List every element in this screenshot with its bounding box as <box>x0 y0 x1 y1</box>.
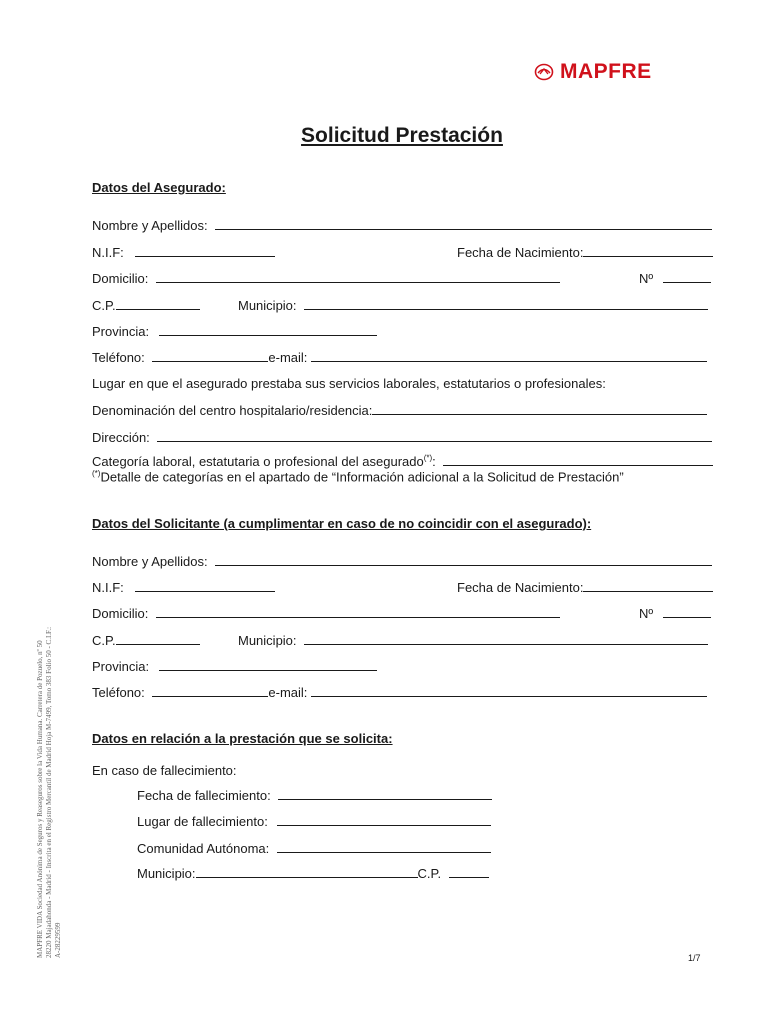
side-legal-text <box>36 627 63 958</box>
solicitante-nombre-field[interactable] <box>215 553 712 566</box>
page-number: 1/7 <box>688 953 701 963</box>
email-label: e-mail: <box>268 350 308 365</box>
numero-label: Nº <box>639 271 654 286</box>
section-heading-solicitante: Datos del Solicitante (a cumplimentar en caso de no coincidir con el asegurado): <box>92 516 592 531</box>
solicitante-provincia-field[interactable] <box>159 658 377 671</box>
solicitante-municipio-row <box>238 632 708 648</box>
comunidad-autonoma-field[interactable] <box>277 840 491 853</box>
comunidad-autonoma-row <box>137 840 491 856</box>
note-asterisk: (*) <box>92 469 101 478</box>
nombre-label: Nombre y Apellidos: <box>92 554 208 569</box>
asegurado-nombre-row <box>92 217 712 233</box>
lugar-fallecimiento-row <box>137 813 491 829</box>
provincia-label: Provincia: <box>92 324 150 339</box>
email-label: e-mail: <box>268 685 308 700</box>
municipio-field[interactable] <box>304 297 708 310</box>
asegurado-categoria-row <box>92 453 713 469</box>
direccion-field[interactable] <box>157 429 712 442</box>
municipio-label: Municipio: <box>238 633 297 648</box>
comunidad-autonoma-label: Comunidad Autónoma: <box>137 841 270 856</box>
asegurado-municipio-row <box>238 297 708 313</box>
categoria-colon: : <box>432 454 436 469</box>
provincia-label: Provincia: <box>92 659 150 674</box>
solicitante-numero-row <box>639 605 711 621</box>
side-legal-line-3: A-28229599 <box>54 922 62 958</box>
asegurado-domicilio-row <box>92 270 560 286</box>
direccion-label: Dirección: <box>92 430 150 445</box>
mapfre-emblem-icon <box>534 63 554 81</box>
domicilio-field[interactable] <box>156 270 560 283</box>
asegurado-provincia-row <box>92 323 377 339</box>
solicitante-nombre-row <box>92 553 712 569</box>
numero-label: Nº <box>639 606 654 621</box>
fecha-fallecimiento-field[interactable] <box>278 787 492 800</box>
cp-field[interactable] <box>116 297 200 310</box>
asterisk-note-marker: (*) <box>423 453 433 463</box>
side-legal-line-2: 28220 Majadahonda - Madrid - Inscrita en el Registro Mercantil de Madrid Hoja M-7499, Tomo 383 Folio 50 - C.I.F.: <box>45 626 53 958</box>
lugar-fallecimiento-label: Lugar de fallecimiento: <box>137 814 268 829</box>
domicilio-label: Domicilio: <box>92 606 149 621</box>
fecha-fallecimiento-row <box>137 787 492 803</box>
categoria-note <box>92 469 624 484</box>
nif-label: N.I.F: <box>92 245 124 260</box>
numero-field[interactable] <box>663 270 711 283</box>
solicitante-fecha-nac-row <box>457 579 713 595</box>
side-legal-line-1: MAPFRE VIDA Sociedad Anónima de Seguros y Reaseguros sobre la Vida Humana. Carretera de Pozuelo, nº 50 <box>36 640 44 958</box>
asegurado-fecha-nac-row <box>457 244 713 260</box>
denominacion-field[interactable] <box>372 402 707 415</box>
nombre-label: Nombre y Apellidos: <box>92 218 208 233</box>
telefono-field[interactable] <box>152 349 268 362</box>
cp-label: C.P. <box>92 633 116 648</box>
solicitante-fecha-nacimiento-field[interactable] <box>583 579 713 592</box>
mapfre-logo <box>534 60 652 84</box>
solicitante-numero-field[interactable] <box>663 605 711 618</box>
lugar-servicios-text: Lugar en que el asegurado prestaba sus servicios laborales, estatutarios o profesionales: <box>92 376 606 391</box>
section-heading-prestacion: Datos en relación a la prestación que se solicita: <box>92 731 393 746</box>
asegurado-nif-row <box>92 244 275 260</box>
fecha-nacimiento-label: Fecha de Nacimiento: <box>457 580 584 595</box>
prestacion-municipio-row <box>137 865 489 881</box>
categoria-label: Categoría laboral, estatutaria o profesional del asegurado <box>92 454 424 469</box>
asegurado-direccion-row <box>92 429 712 445</box>
solicitante-domicilio-row <box>92 605 560 621</box>
asegurado-cp-row <box>92 297 200 313</box>
asegurado-denominacion-row <box>92 402 707 418</box>
prestacion-municipio-field[interactable] <box>196 865 418 878</box>
municipio-label: Municipio: <box>238 298 297 313</box>
nombre-field[interactable] <box>215 217 712 230</box>
denominacion-label: Denominación del centro hospitalario/residencia: <box>92 403 373 418</box>
solicitante-domicilio-field[interactable] <box>156 605 560 618</box>
logo-text: MAPFRE <box>560 60 652 83</box>
telefono-label: Teléfono: <box>92 350 145 365</box>
fecha-nacimiento-label: Fecha de Nacimiento: <box>457 245 584 260</box>
nif-field[interactable] <box>135 244 275 257</box>
municipio-label: Municipio: <box>137 866 196 881</box>
caso-fallecimiento-text: En caso de fallecimiento: <box>92 763 237 778</box>
page-title: Solicitud Prestación <box>301 124 503 147</box>
solicitante-provincia-row <box>92 658 377 674</box>
lugar-fallecimiento-field[interactable] <box>277 813 491 826</box>
provincia-field[interactable] <box>159 323 377 336</box>
cp-label: C.P. <box>92 298 116 313</box>
solicitante-nif-field[interactable] <box>135 579 275 592</box>
prestacion-cp-field[interactable] <box>449 865 489 878</box>
asegurado-numero-row <box>639 270 711 286</box>
domicilio-label: Domicilio: <box>92 271 149 286</box>
solicitante-telefono-field[interactable] <box>152 684 268 697</box>
solicitante-cp-field[interactable] <box>116 632 200 645</box>
solicitante-municipio-field[interactable] <box>304 632 708 645</box>
solicitante-email-field[interactable] <box>311 684 707 697</box>
note-text: Detalle de categorías en el apartado de “Información adicional a la Solicitud de Prestación” <box>100 469 624 485</box>
nif-label: N.I.F: <box>92 580 124 595</box>
section-heading-asegurado: Datos del Asegurado: <box>92 180 226 195</box>
solicitante-telefono-row <box>92 684 707 700</box>
solicitante-nif-row <box>92 579 275 595</box>
categoria-field[interactable] <box>443 453 713 466</box>
asegurado-telefono-row <box>92 349 707 365</box>
telefono-label: Teléfono: <box>92 685 145 700</box>
fecha-nacimiento-field[interactable] <box>583 244 713 257</box>
solicitante-cp-row <box>92 632 200 648</box>
fecha-fallecimiento-label: Fecha de fallecimiento: <box>137 788 271 803</box>
email-field[interactable] <box>311 349 707 362</box>
cp-label: C.P. <box>417 866 442 881</box>
